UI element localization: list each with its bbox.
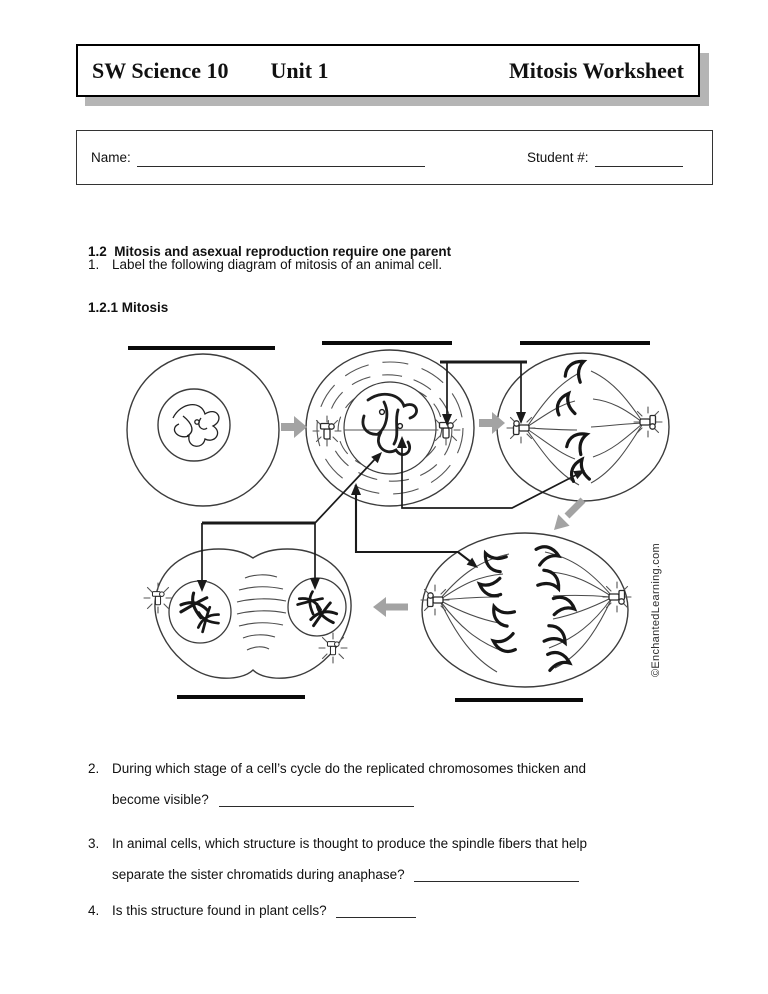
cell-interphase — [127, 354, 279, 506]
header-left — [92, 58, 329, 84]
student-number-label: Student #: — [527, 150, 589, 165]
cell-metaphase — [497, 353, 669, 501]
arrow-metaphase-to-anaphase — [554, 500, 583, 530]
header-unit: Unit 1 — [270, 57, 329, 83]
question-4-number: 4. — [88, 903, 100, 918]
centriole-left — [421, 585, 449, 615]
question-1-number: 1. — [88, 257, 100, 272]
name-box — [76, 130, 713, 185]
question-3-body — [112, 828, 587, 890]
question-3-number: 3. — [88, 836, 100, 851]
centriole-left — [144, 583, 172, 613]
question-2-body — [112, 753, 586, 815]
name-field — [91, 131, 425, 184]
question-1 — [88, 256, 442, 274]
question-2-line2: become visible? — [112, 784, 586, 815]
question-3 — [88, 828, 587, 890]
student-number-field — [527, 131, 683, 184]
name-blank — [137, 151, 425, 167]
question-4-text: Is this structure found in plant cells? — [112, 903, 327, 918]
section-heading-line1: 1.2 Mitosis and asexual reproduction require one parent — [88, 244, 452, 259]
cell-membrane — [422, 533, 628, 687]
question-4-line — [112, 895, 416, 926]
question-3-answer-blank — [414, 866, 579, 882]
header-course: SW Science 10 — [92, 57, 229, 83]
mitosis-diagram-svg — [95, 330, 705, 720]
mitosis-diagram — [95, 330, 705, 720]
centriole-left — [313, 416, 341, 446]
centriole-right — [634, 407, 662, 437]
question-2-line1: During which stage of a cell’s cycle do the replicated chromosomes thicken and — [112, 761, 586, 776]
cell-membrane — [127, 354, 279, 506]
question-2-number: 2. — [88, 761, 100, 776]
header-box — [76, 44, 700, 97]
question-3-line2: separate the sister chromatids during anaphase? — [112, 859, 587, 890]
arrow-interphase-to-prophase — [281, 416, 307, 438]
student-number-blank — [595, 151, 683, 167]
question-2-answer-blank — [219, 791, 414, 807]
centriole-right — [603, 582, 631, 612]
question-1-text: Label the following diagram of mitosis of an animal cell. — [112, 257, 443, 272]
question-4-answer-blank — [336, 902, 416, 918]
centriole-right — [319, 633, 347, 663]
question-3-line1: In animal cells, which structure is thought to produce the spindle fibers that help — [112, 836, 588, 851]
page-title: Mitosis Worksheet — [509, 57, 684, 83]
copyright-credit: ©EnchantedLearning.com — [650, 543, 662, 677]
section-heading-line2: 1.2.1 Mitosis — [88, 299, 169, 315]
cell-anaphase — [421, 533, 631, 687]
question-2 — [88, 753, 586, 815]
cell-prophase — [306, 350, 474, 506]
cell-telophase — [144, 549, 351, 678]
arrow-anaphase-to-telophase — [373, 597, 408, 617]
question-4 — [88, 895, 416, 926]
name-label: Name: — [91, 150, 131, 165]
